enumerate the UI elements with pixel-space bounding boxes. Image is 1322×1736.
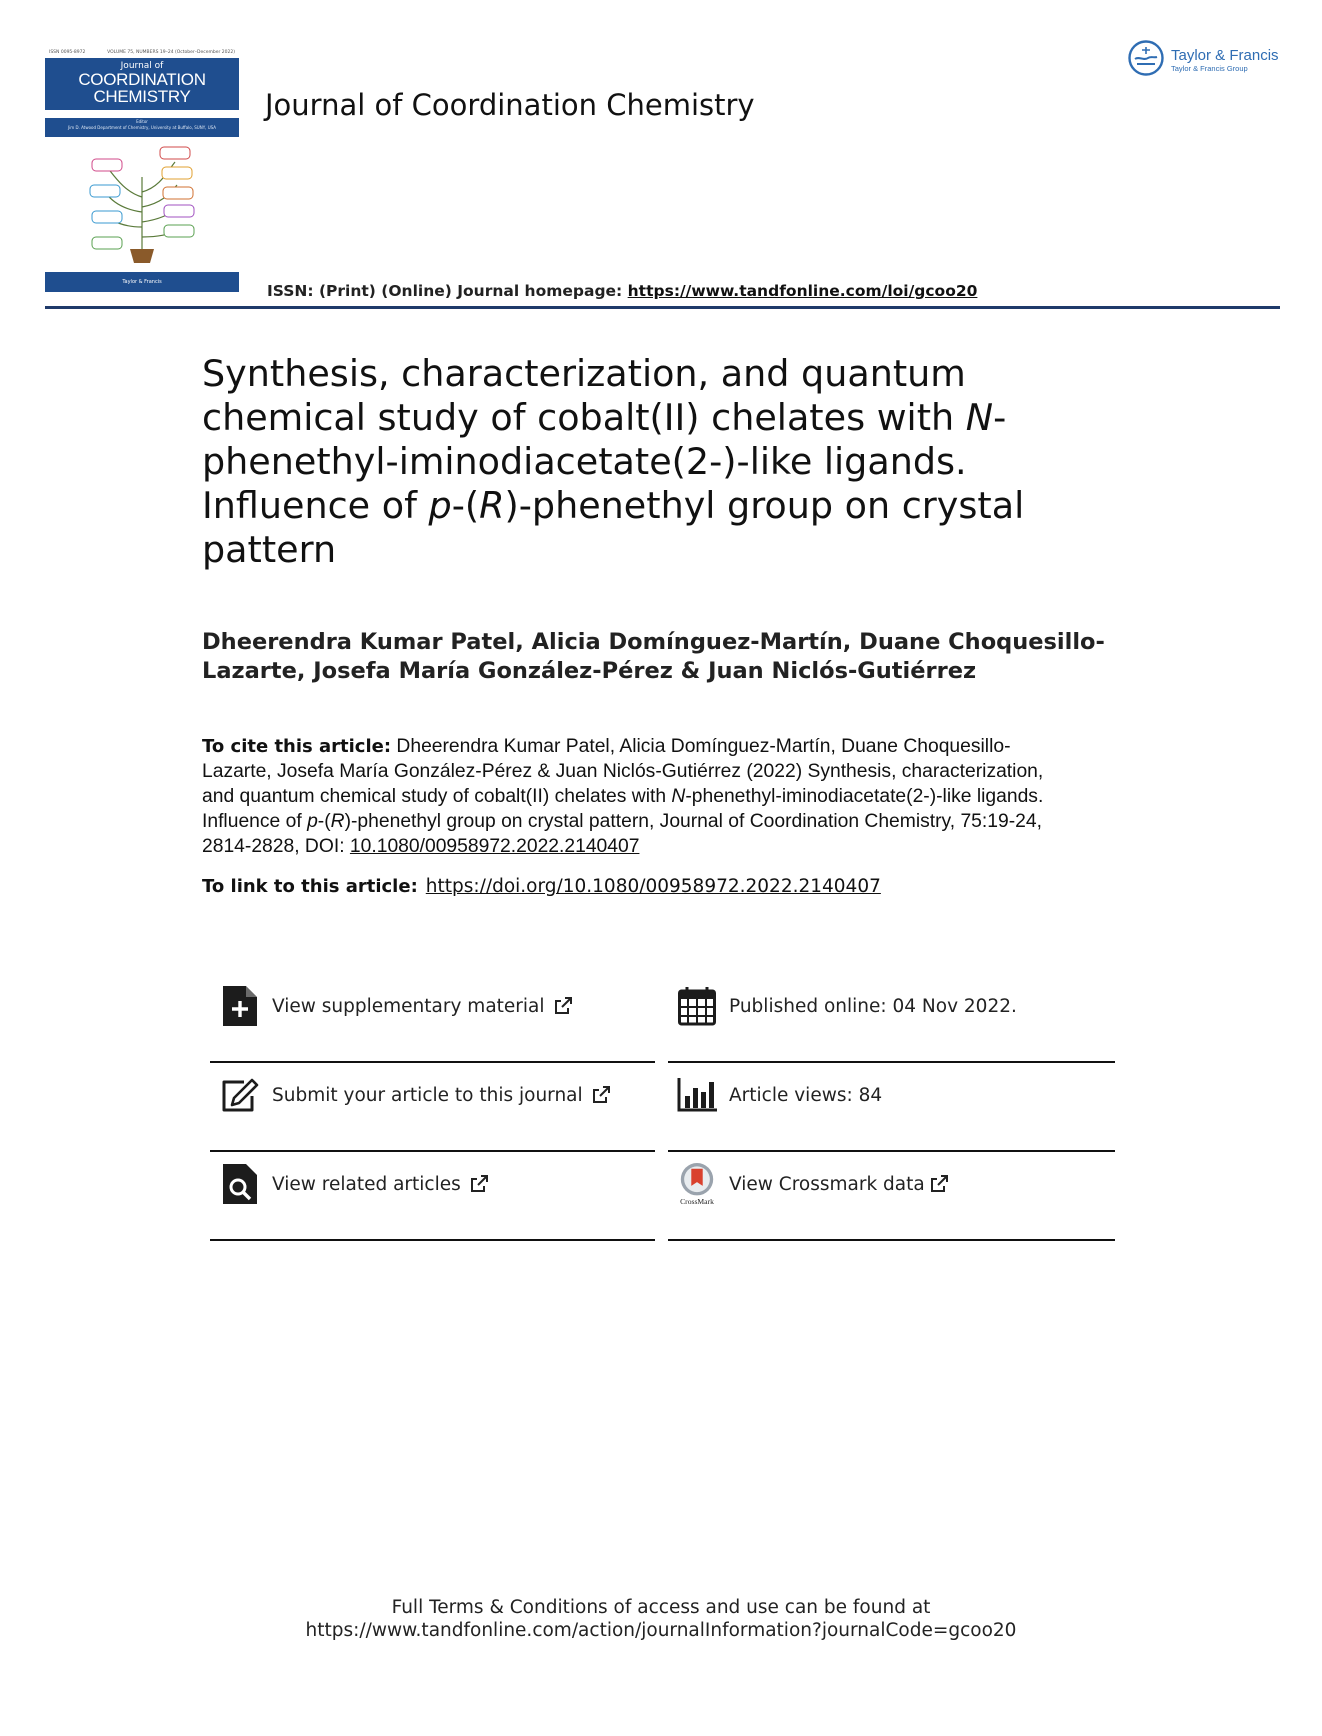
journal-cover (45, 48, 239, 292)
supplementary-label: View supplementary material (272, 995, 545, 1017)
crossmark-icon (677, 1162, 717, 1206)
citation-italic-n: N (671, 786, 686, 807)
publisher-logo[interactable] (1127, 39, 1279, 81)
external-link-icon (553, 996, 573, 1016)
crossmark-label: View Crossmark data (729, 1173, 925, 1195)
article-doi-url[interactable]: https://doi.org/10.1080/00958972.2022.2140407 (425, 876, 881, 897)
citation-line-1 (202, 734, 1122, 759)
title-dash: - (993, 396, 1007, 439)
info-divider (210, 1061, 655, 1063)
cover-publisher-band (45, 272, 239, 292)
title-rest: )-phenethyl group on crystal (504, 484, 1025, 527)
title-line-3: phenethyl-iminodiacetate(2-)-like ligands. (202, 440, 967, 483)
citation-line-2: Lazarte, Josefa María González-Pérez & Juan Niclós-Gutiérrez (2022) Synthesis, characterization, (202, 761, 1044, 782)
title-paren-open: -( (451, 484, 480, 527)
issn-homepage-line (267, 282, 977, 300)
title-line-4-text: Influence of (202, 484, 429, 527)
external-link-icon (591, 1085, 611, 1105)
cover-publisher: Taylor & Francis (122, 279, 162, 285)
title-italic-r: R (479, 484, 505, 527)
article-link-label: To link to this article: (202, 876, 418, 897)
title-line-5: pattern (202, 528, 337, 571)
cover-journal-line1: COORDINATION (78, 70, 206, 89)
bar-chart-icon (677, 1073, 717, 1117)
edit-icon (220, 1073, 260, 1117)
title-line-4 (202, 484, 1052, 528)
view-crossmark-data[interactable] (677, 1154, 949, 1214)
citation-line-3 (202, 784, 1122, 809)
journal-homepage-link[interactable]: https://www.tandfonline.com/loi/gcoo20 (627, 282, 978, 300)
info-divider (668, 1061, 1115, 1063)
citation-italic-r: R (330, 811, 345, 832)
citation-line-3b: -phenethyl-iminodiacetate(2-)-like ligands. (685, 786, 1044, 807)
cover-volume: VOLUME 75, NUMBERS 19–24 (October–December 2022) (107, 50, 235, 55)
footer-line-1: Full Terms & Conditions of access and use can be found at (391, 1597, 931, 1618)
external-link-icon (469, 1174, 489, 1194)
cover-issn: ISSN 0095-8972 (49, 50, 86, 55)
issn-text: ISSN: (Print) (Online) Journal homepage: (267, 282, 628, 300)
cover-topline (45, 48, 239, 58)
author-line-1: Dheerendra Kumar Patel, Alicia Domínguez-Martín, Duane Choquesillo- (202, 629, 1105, 655)
info-divider (668, 1150, 1115, 1152)
header-divider (45, 306, 1280, 309)
citation-line-1-text: Dheerendra Kumar Patel, Alicia Domínguez-Martín, Duane Choquesillo- (391, 736, 1011, 757)
citation-line-5-text: 2814-2828, DOI: (202, 836, 350, 857)
cover-journal-small: Journal of (120, 61, 164, 71)
citation-line-4a: Influence of (202, 811, 308, 832)
view-related-articles[interactable] (220, 1154, 489, 1214)
related-label: View related articles (272, 1173, 461, 1195)
footer-terms-url[interactable]: https://www.tandfonline.com/action/journalInformation?journalCode=gcoo20 (305, 1620, 1017, 1641)
article-views-text: Article views: 84 (729, 1084, 883, 1106)
terms-footer (0, 1596, 1322, 1642)
cover-title-band (45, 58, 239, 110)
cover-journal-line2: CHEMISTRY (93, 87, 191, 106)
tf-logo-sub: Taylor & Francis Group (1171, 63, 1248, 73)
submit-article[interactable] (220, 1065, 611, 1125)
tf-logo-words (1171, 48, 1279, 73)
cover-editor-label: Editor (136, 119, 148, 124)
view-supplementary-material[interactable] (220, 976, 573, 1036)
submit-label: Submit your article to this journal (272, 1084, 583, 1106)
info-divider (668, 1239, 1115, 1241)
published-online (677, 976, 1017, 1036)
file-plus-icon (220, 984, 260, 1028)
info-divider (210, 1239, 655, 1241)
citation-line-4 (202, 809, 1122, 834)
citation-line-3a: and quantum chemical study of cobalt(II) chelates with (202, 786, 672, 807)
title-italic-n: N (965, 396, 994, 439)
article-title (202, 352, 1052, 572)
citation-line-4c: )-phenethyl group on crystal pattern, Journal of Coordination Chemistry, 75:19-24, (344, 811, 1042, 832)
file-search-icon (220, 1162, 260, 1206)
crossmark-logo-text: CrossMark (680, 1197, 714, 1206)
citation-doi-link[interactable]: 10.1080/00958972.2022.2140407 (349, 836, 640, 857)
info-divider (210, 1150, 655, 1152)
title-line-2 (202, 396, 1052, 440)
journal-title[interactable]: Journal of Coordination Chemistry (265, 88, 755, 122)
cover-editor-text: Jim D. Atwood Department of Chemistry, University at Buffalo, SUNY, USA (68, 125, 216, 130)
title-italic-p: p (428, 484, 452, 527)
citation-italic-p: p (307, 811, 318, 832)
tf-logo-name: Taylor & Francis (1171, 46, 1279, 64)
published-online-text: Published online: 04 Nov 2022. (729, 995, 1017, 1017)
citation-block (202, 734, 1122, 859)
title-line-1: Synthesis, characterization, and quantum (202, 352, 966, 395)
citation-line-4b: -( (317, 811, 331, 832)
calendar-icon (677, 984, 717, 1028)
cover-tree-illustration (45, 137, 239, 265)
article-views (677, 1065, 882, 1125)
external-link-icon (929, 1174, 949, 1194)
cover-editor (45, 118, 239, 137)
title-line-2-text: chemical study of cobalt(II) chelates with (202, 396, 966, 439)
tf-logo-icon (1127, 39, 1165, 81)
author-line-2: Lazarte, Josefa María González-Pérez & Juan Niclós-Gutiérrez (202, 658, 977, 684)
author-list (202, 628, 1105, 686)
citation-label: To cite this article: (202, 736, 392, 757)
citation-line-5 (202, 834, 1122, 859)
article-link-line (202, 876, 881, 897)
